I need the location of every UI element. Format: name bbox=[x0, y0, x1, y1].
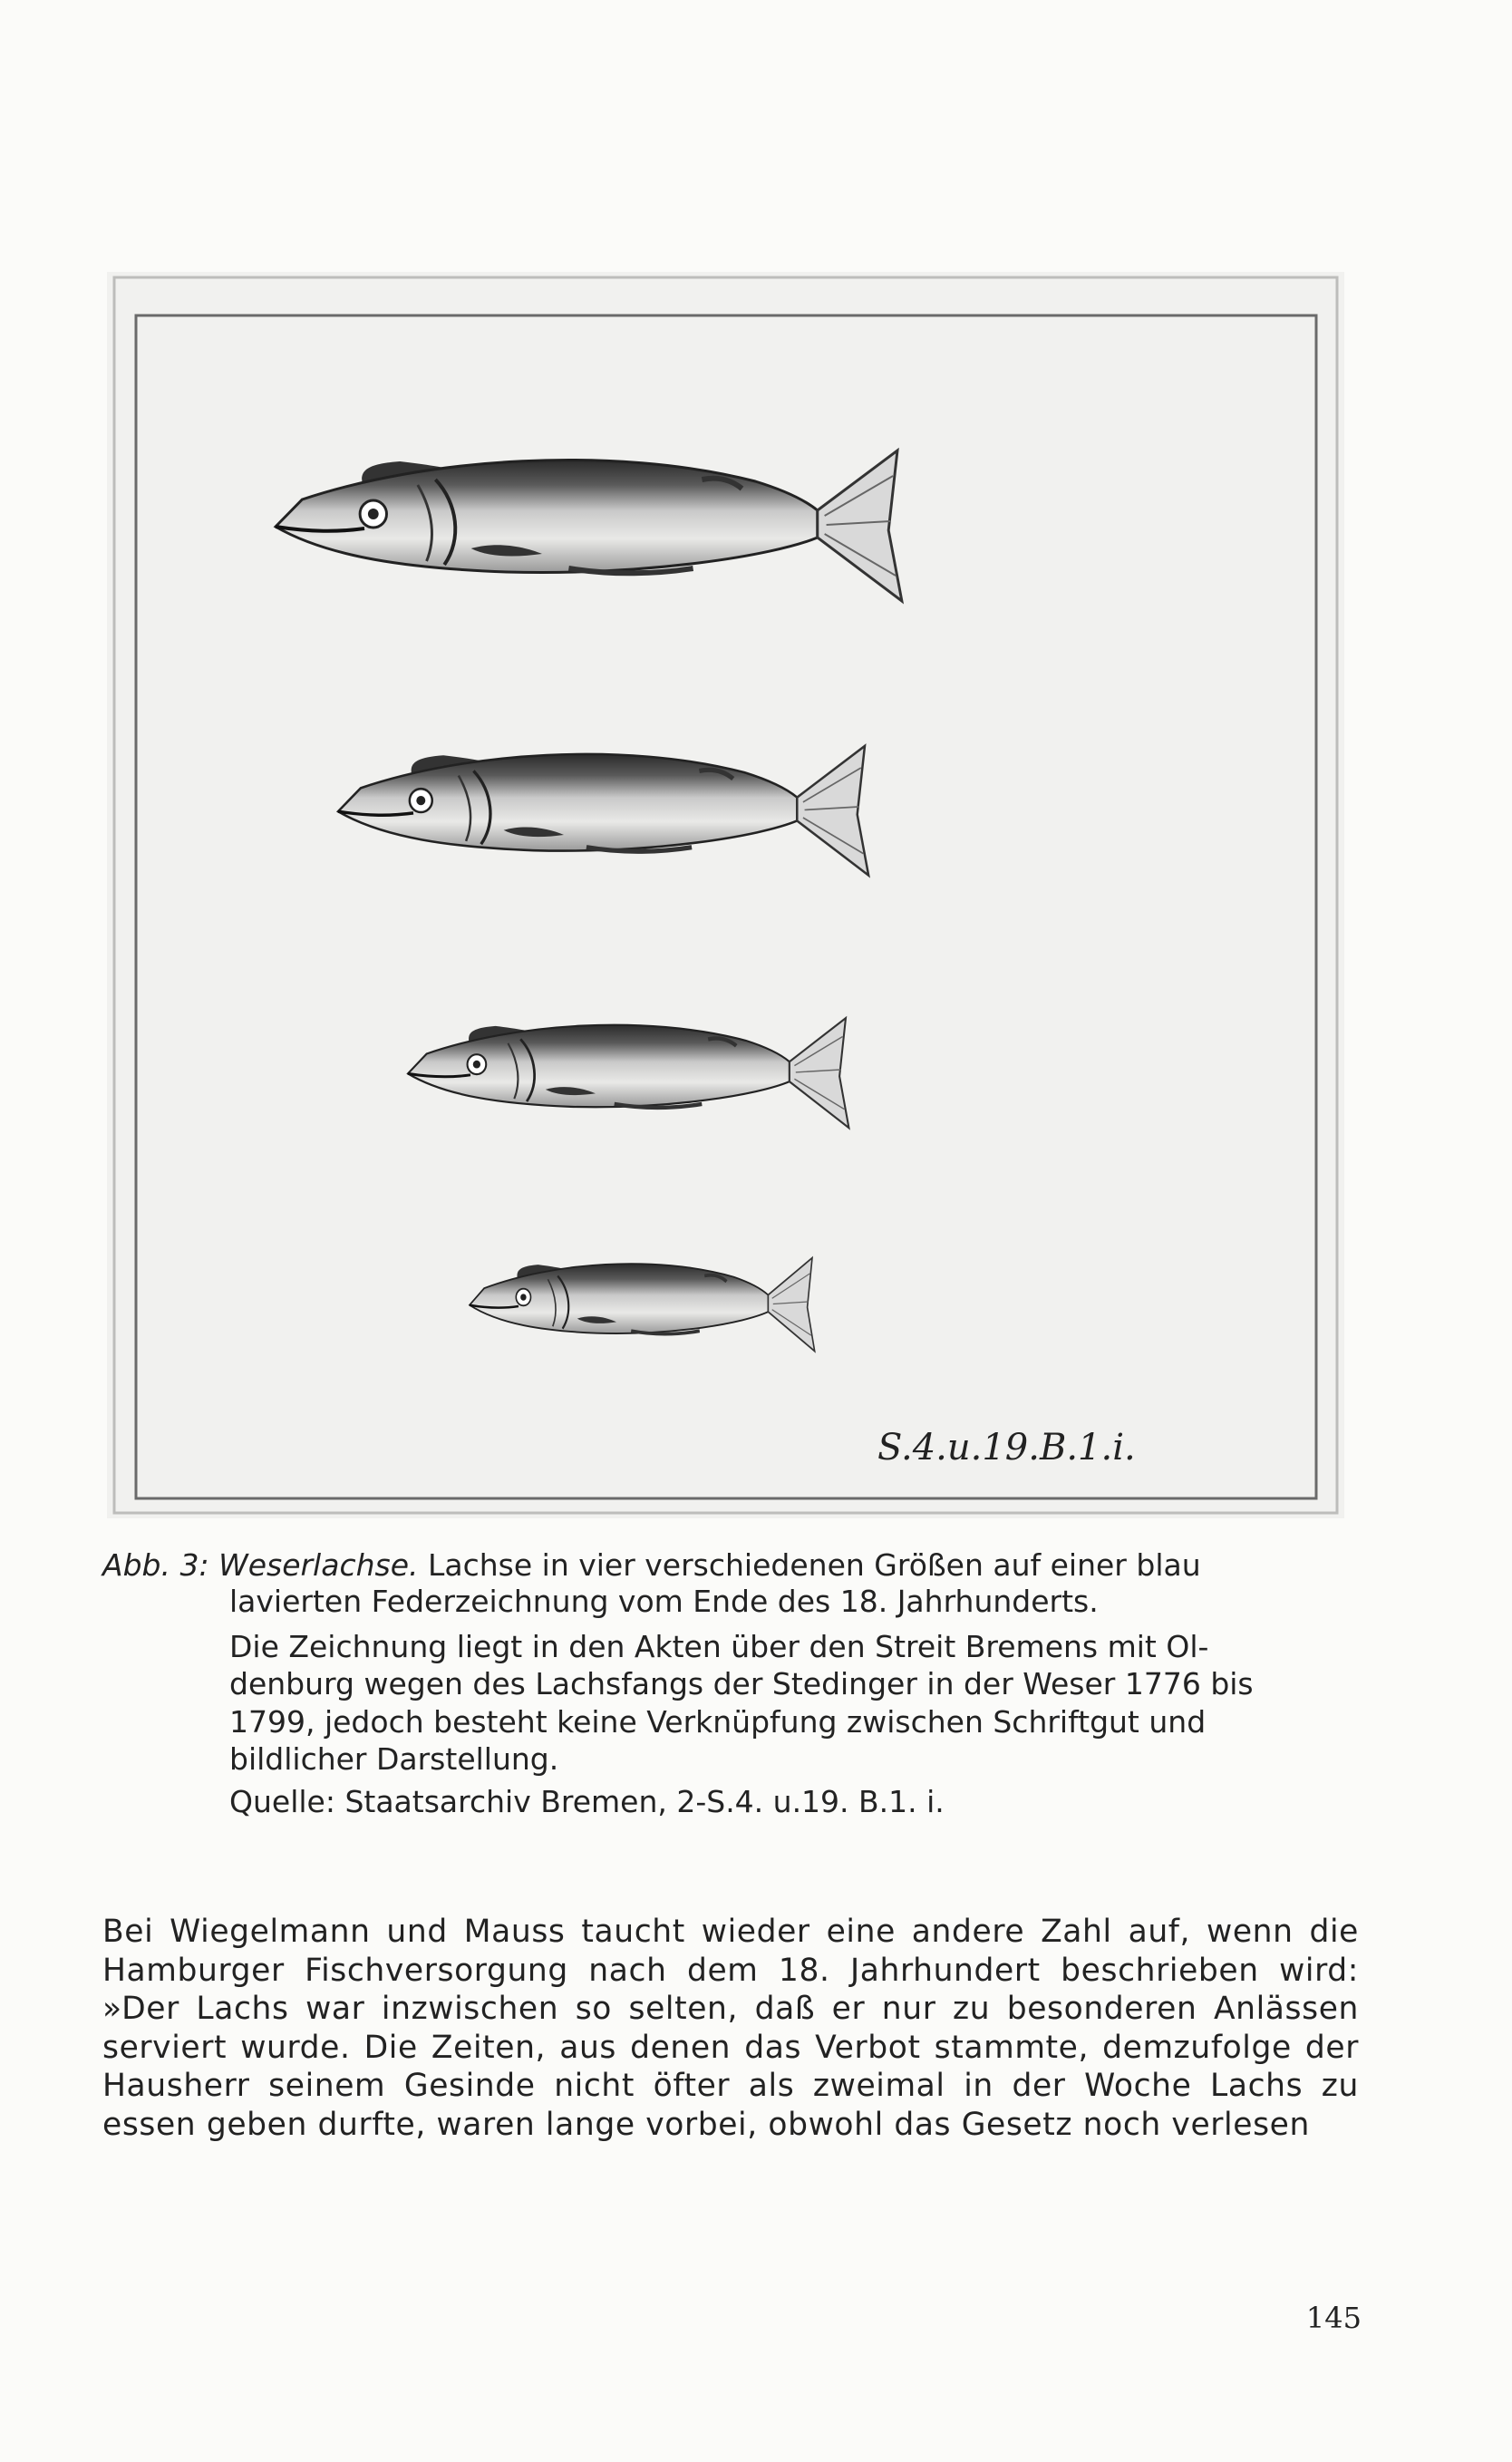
archive-signature: S.4.u.19.B.1.i. bbox=[877, 1427, 1136, 1468]
caption-line-6: bildlicher Darstellung. bbox=[229, 1741, 559, 1777]
caption-line-4: denburg wegen des Lachsfangs der Stedinger in der Weser 1776 bis bbox=[229, 1666, 1254, 1701]
caption-title: Weserlachse. bbox=[218, 1547, 419, 1583]
body-paragraph: Bei Wiegelmann und Mauss taucht wieder eine andere Zahl auf, wenn die Hamburger Fischversorgung nach dem 18. Jahrhundert beschrieben wird: »Der Lachs war inzwischen so selten, daß er nur zu besonderen Anlässen serviert wurde. Die Zeiten, aus denen das Verbot stammte, demzufolge der Hausherr seinem Gesinde nicht öfter als zweimal in der Woche Lachs zu essen geben durfte, waren lange vorbei, obwohl das Gesetz noch verlesen bbox=[102, 1914, 1359, 2143]
page-number: 145 bbox=[1305, 2301, 1362, 2335]
caption-line-2: lavierten Federzeichnung vom Ende des 18. Jahrhunderts. bbox=[229, 1584, 1099, 1619]
caption-line-5: 1799, jedoch besteht keine Verknüpfung zwischen Schriftgut und bbox=[229, 1704, 1207, 1740]
caption-line-1 bbox=[102, 1547, 1357, 1584]
caption-line-1-rest: Lachse in vier verschiedenen Größen auf einer blau bbox=[428, 1547, 1201, 1583]
caption-label: Abb. 3: bbox=[102, 1547, 209, 1583]
caption-source: Quelle: Staatsarchiv Bremen, 2-S.4. u.19. B.1. i. bbox=[229, 1784, 945, 1819]
caption-line-3: Die Zeichnung liegt in den Akten über den Streit Bremens mit Ol- bbox=[229, 1629, 1209, 1664]
fish-illustration bbox=[107, 272, 1344, 1518]
